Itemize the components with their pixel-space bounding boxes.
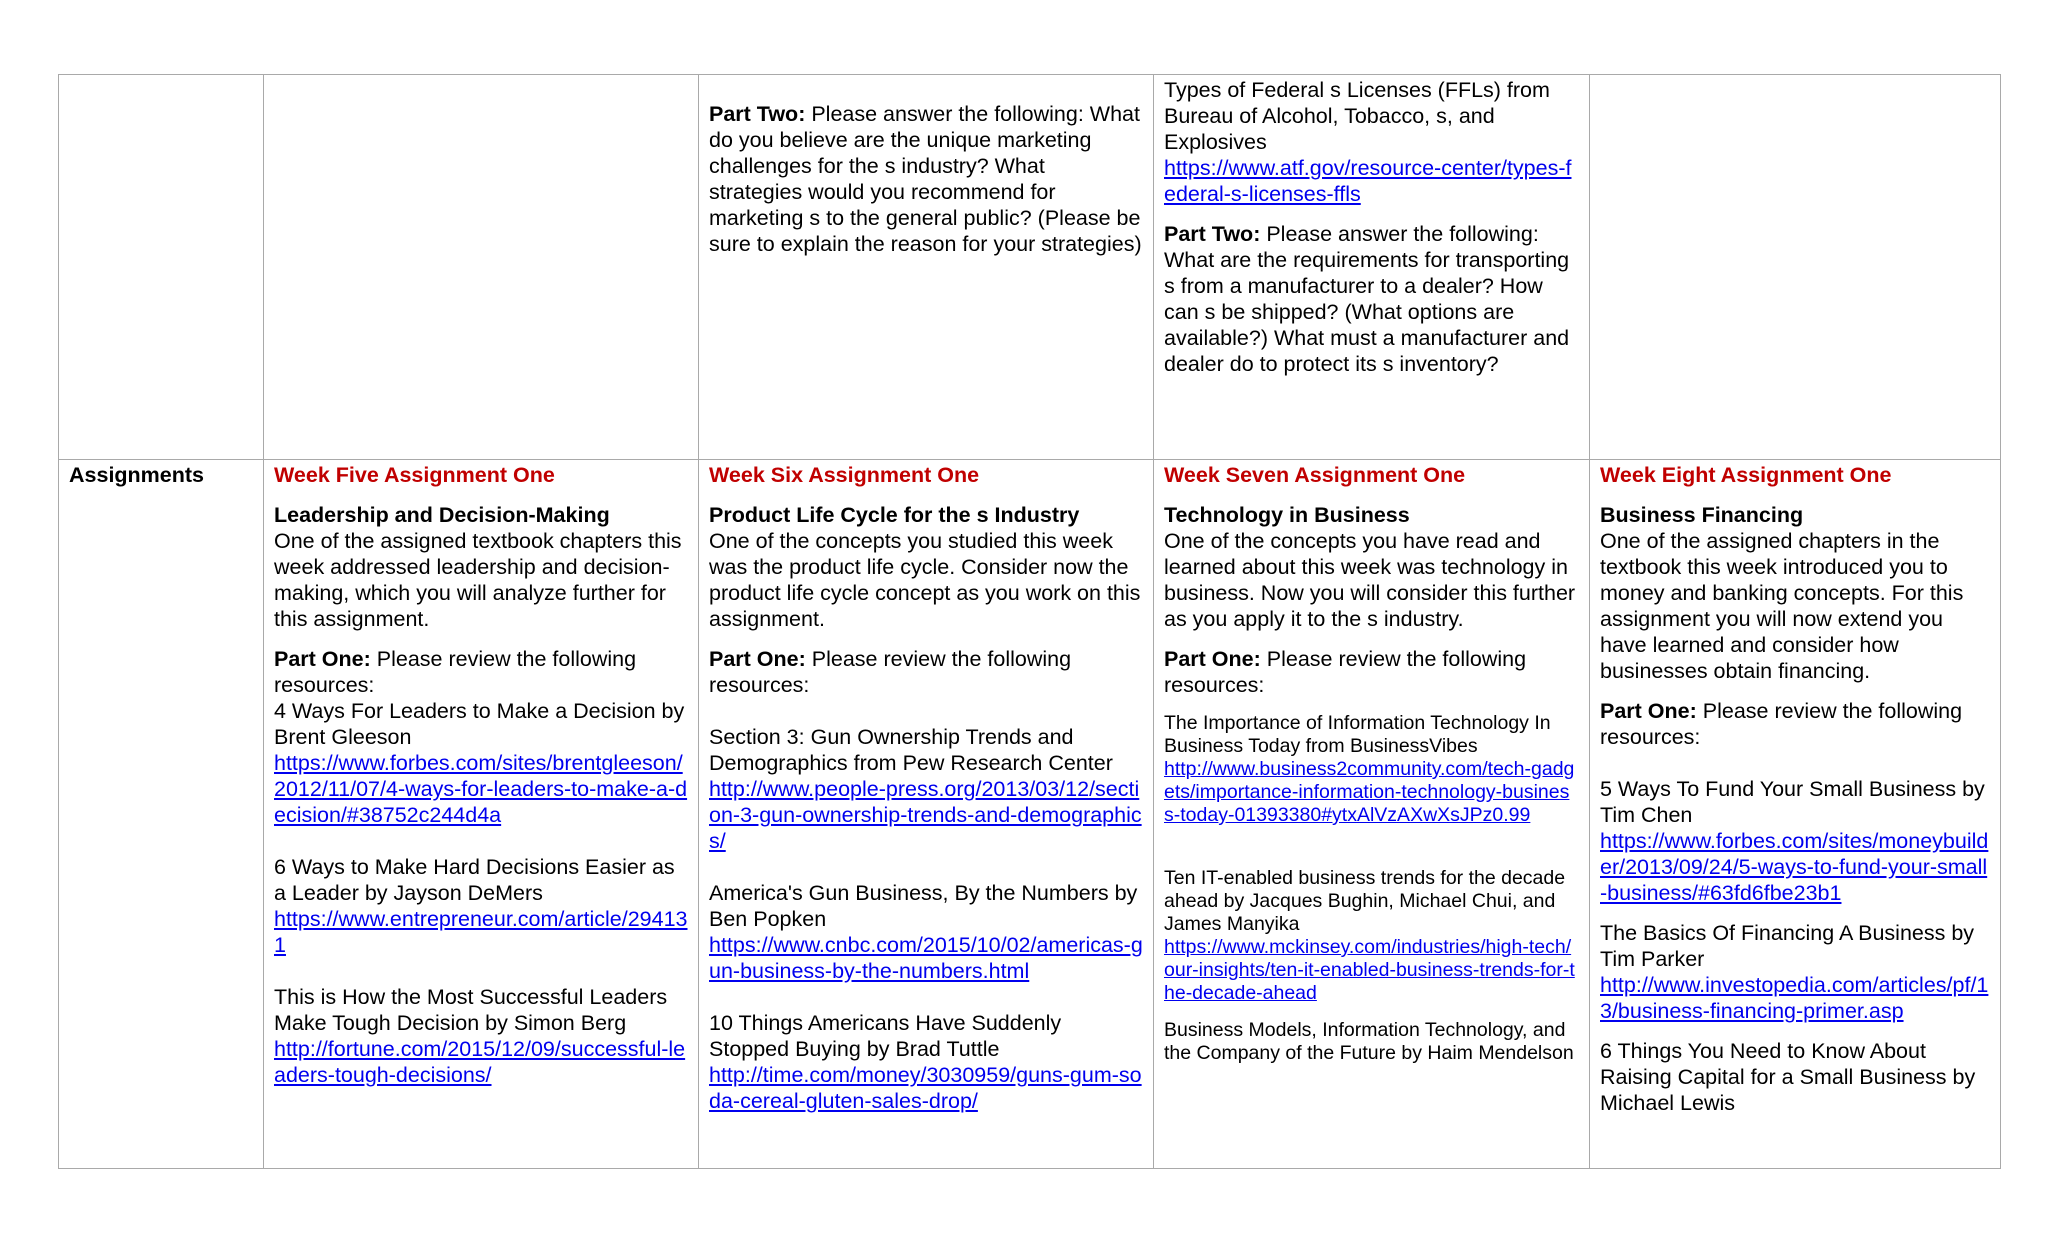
part-one-label: Part One: (1164, 647, 1261, 671)
resource-text: America's Gun Business, By the Numbers by Ben Popken (709, 881, 1138, 931)
part-one-paragraph (709, 646, 1143, 698)
resource-link[interactable]: http://time.com/money/3030959/guns-gum-soda-cereal-gluten-sales-drop/ (709, 1063, 1142, 1113)
part-two-paragraph (1164, 221, 1579, 377)
part-one-label: Part One: (274, 647, 371, 671)
row-label-cell (59, 460, 264, 1169)
cell-empty (59, 75, 264, 460)
resource-link[interactable]: http://www.people-press.org/2013/03/12/section-3-gun-ownership-trends-and-demographics/ (709, 777, 1142, 853)
cell-empty (1590, 75, 2001, 460)
part-two-text: Please answer the following: What are the requirements for transporting s from a manufacturer to a dealer? How can s be shipped? (What options are available?) What must a manufacturer and dealer do to protect its s inventory? (1164, 222, 1570, 376)
assignment-intro: One of the assigned chapters in the textbook this week introduced you to money and banking concepts. For this assignment you will now extend you have learned and consider how businesses obtain financing. (1600, 529, 1964, 683)
resource-text: Section 3: Gun Ownership Trends and Demographics from Pew Research Center (709, 725, 1113, 775)
cell-week6-part-two (699, 75, 1154, 460)
assignment-intro: One of the concepts you have read and learned about this week was technology in business. Now you will consider this further as you apply it to the s industry. (1164, 529, 1576, 631)
part-one-paragraph (1164, 646, 1579, 698)
resource-link[interactable]: https://www.cnbc.com/2015/10/02/americas-gun-business-by-the-numbers.html (709, 933, 1143, 983)
resource-text: 5 Ways To Fund Your Small Business by Tim Chen (1600, 777, 1985, 827)
resource-text: The Basics Of Financing A Business by Tim Parker (1600, 921, 1975, 971)
assignment-intro: One of the assigned textbook chapters this week addressed leadership and decision-making, which you will analyze further for this assignment. (274, 529, 682, 631)
week-heading: Week Five Assignment One (274, 463, 555, 487)
week-heading: Week Seven Assignment One (1164, 463, 1466, 487)
assignment-title: Product Life Cycle for the s Industry (709, 503, 1080, 527)
part-one-text: Please review the following resources: (1164, 647, 1527, 697)
assignment-intro: One of the concepts you studied this week was the product life cycle. Consider now the product life cycle concept as you work on this assignment. (709, 529, 1141, 631)
resource-link[interactable]: https://www.forbes.com/sites/moneybuilder/2013/09/24/5-ways-to-fund-your-small-business/#63fd6fbe23b1 (1600, 829, 1989, 905)
cell-week7 (1154, 460, 1590, 1169)
resource-text: Types of Federal s Licenses (FFLs) from Bureau of Alcohol, Tobacco, s, and Explosives (1164, 78, 1550, 154)
resource-link[interactable]: http://www.business2community.com/tech-gadgets/importance-information-technology-business-today-01393380#ytxAlVzAXwXsJPz0.99 (1164, 758, 1575, 826)
assignment-title: Leadership and Decision-Making (274, 503, 610, 527)
resource-text: Business Models, Information Technology, and the Company of the Future by Haim Mendelson (1164, 1019, 1574, 1064)
resource-link[interactable]: https://www.atf.gov/resource-center/types-federal-s-licenses-ffls (1164, 156, 1572, 206)
assignment-title: Technology in Business (1164, 503, 1410, 527)
week-heading: Week Eight Assignment One (1600, 463, 1892, 487)
resource-link[interactable]: http://www.investopedia.com/articles/pf/13/business-financing-primer.asp (1600, 973, 1989, 1023)
table-row (59, 460, 2001, 1169)
cell-week8 (1590, 460, 2001, 1169)
resource-text: 10 Things Americans Have Suddenly Stopped Buying by Brad Tuttle (709, 1011, 1062, 1061)
part-one-text: Please review the following resources: (1600, 699, 1963, 749)
week-heading: Week Six Assignment One (709, 463, 980, 487)
part-one-text: Please review the following resources: (274, 647, 637, 697)
resource-text: 6 Ways to Make Hard Decisions Easier as a Leader by Jayson DeMers (274, 855, 675, 905)
part-two-text: Please answer the following: What do you believe are the unique marketing challenges for the s industry? What strategies would you recommend for marketing s to the general public? (Please be sure to explain the reason for your strategies) (709, 102, 1142, 256)
resource-link[interactable]: https://www.forbes.com/sites/brentgleeson/2012/11/07/4-ways-for-leaders-to-make-a-decision/#38752c244d4a (274, 751, 688, 827)
assignment-title: Business Financing (1600, 503, 1804, 527)
part-one-paragraph (274, 646, 688, 698)
row-label: Assignments (69, 463, 205, 487)
table-row (59, 75, 2001, 460)
resource-link[interactable]: http://fortune.com/2015/12/09/successful-leaders-tough-decisions/ (274, 1037, 686, 1087)
resource-text: This is How the Most Successful Leaders Make Tough Decision by Simon Berg (274, 985, 668, 1035)
cell-week5 (264, 460, 699, 1169)
part-one-text: Please review the following resources: (709, 647, 1072, 697)
part-one-paragraph (1600, 698, 1990, 750)
part-two-label: Part Two: (709, 102, 806, 126)
resource-link[interactable]: https://www.entrepreneur.com/article/294131 (274, 907, 688, 957)
part-two-label: Part Two: (1164, 222, 1261, 246)
resource-link[interactable]: https://www.mckinsey.com/industries/high-tech/our-insights/ten-it-enabled-business-trends-for-the-decade-ahead (1164, 936, 1575, 1004)
resource-text: 4 Ways For Leaders to Make a Decision by Brent Gleeson (274, 699, 685, 749)
part-one-label: Part One: (709, 647, 806, 671)
part-one-label: Part One: (1600, 699, 1697, 723)
resource-text: 6 Things You Need to Know About Raising Capital for a Small Business by Michael Lewis (1600, 1039, 1976, 1115)
cell-empty (264, 75, 699, 460)
resource-text: Ten IT-enabled business trends for the decade ahead by Jacques Bughin, Michael Chui, and James Manyika (1164, 867, 1566, 935)
assignments-table (58, 74, 2001, 1169)
part-two-paragraph (709, 101, 1143, 257)
cell-week7-part-two (1154, 75, 1590, 460)
resource-text: The Importance of Information Technology In Business Today from BusinessVibes (1164, 712, 1551, 757)
cell-week6 (699, 460, 1154, 1169)
